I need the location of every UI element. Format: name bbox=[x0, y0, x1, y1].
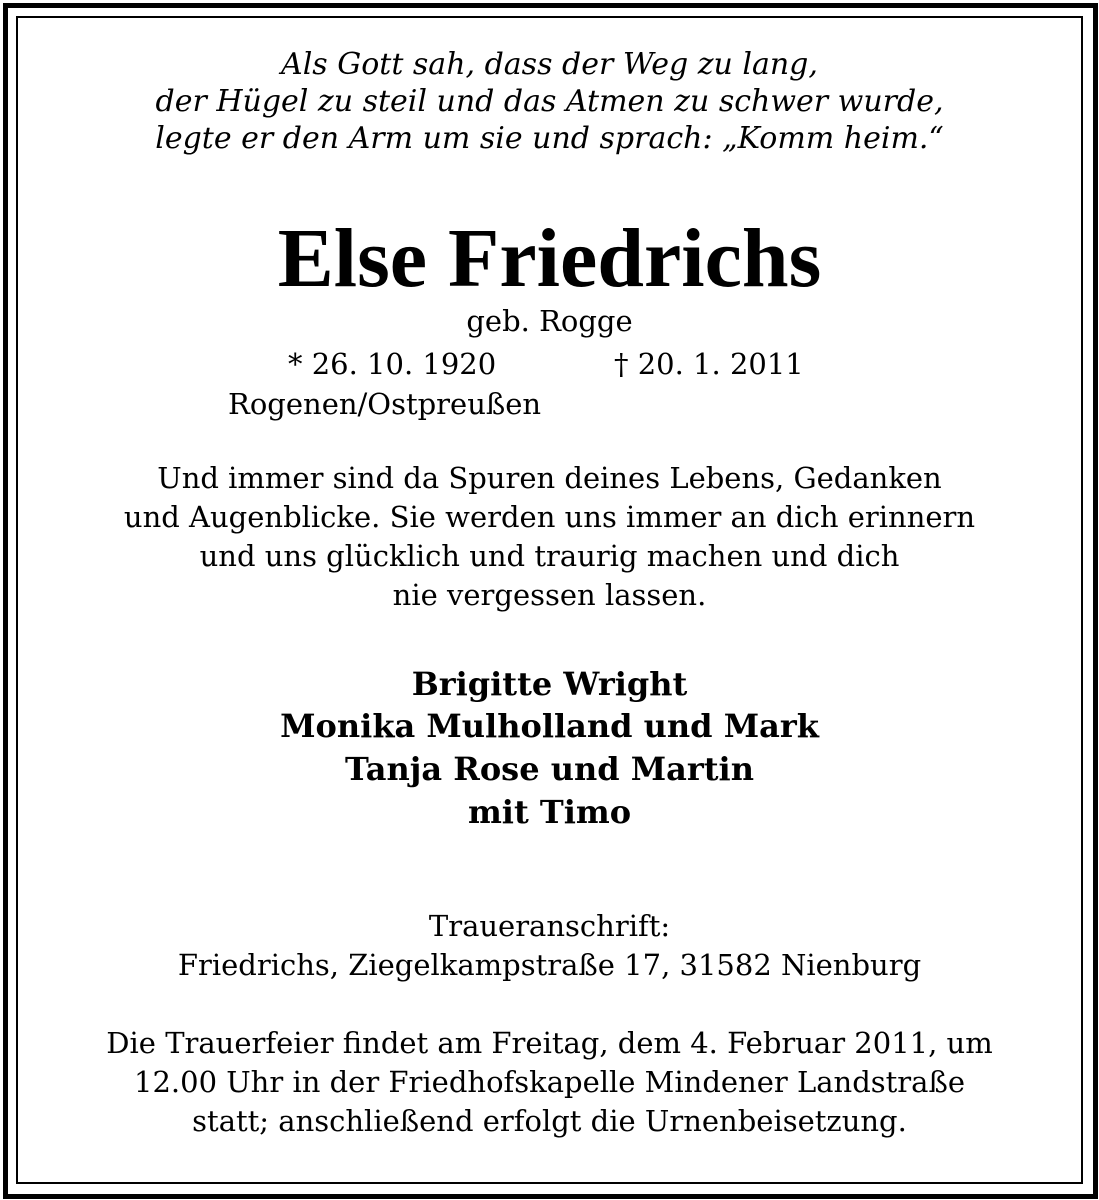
mourner-4: mit Timo bbox=[467, 793, 632, 831]
mourner-1: Brigitte Wright bbox=[411, 665, 688, 703]
service-line-2: 12.00 Uhr in der Friedhofskapelle Mindener Landstraße bbox=[134, 1065, 965, 1099]
mourner-3: Tanja Rose und Martin bbox=[345, 750, 754, 788]
memorial-line-4: nie vergessen lassen. bbox=[392, 578, 707, 612]
memorial-line-2: und Augenblicke. Sie werden uns immer an dich erinnern bbox=[123, 500, 976, 534]
address-line: Friedrichs, Ziegelkampstraße 17, 31582 Nienburg bbox=[177, 948, 922, 982]
memorial-line-1: Und immer sind da Spuren deines Lebens, Gedanken bbox=[157, 461, 942, 495]
verse-line-1: Als Gott sah, dass der Weg zu lang, bbox=[281, 47, 818, 82]
death-date: † 20. 1. 2011 bbox=[614, 347, 804, 381]
service-line-1: Die Trauerfeier findet am Freitag, dem 4. Februar 2011, um bbox=[106, 1026, 993, 1060]
address-label: Traueranschrift: bbox=[428, 909, 671, 943]
birth-date: * 26. 10. 1920 bbox=[288, 347, 497, 381]
verse-line-3: legte er den Arm um sie und sprach: „Komm heim.“ bbox=[155, 121, 944, 156]
maiden-name: geb. Rogge bbox=[466, 304, 633, 338]
mourner-2: Monika Mulholland und Mark bbox=[280, 707, 819, 745]
service-line-3: statt; anschließend erfolgt die Urnenbeisetzung. bbox=[192, 1104, 907, 1138]
verse-line-2: der Hügel zu steil und das Atmen zu schwer wurde, bbox=[155, 84, 944, 119]
memorial-line-3: und uns glücklich und traurig machen und dich bbox=[199, 539, 900, 573]
deceased-name: Else Friedrichs bbox=[277, 212, 822, 305]
birthplace: Rogenen/Ostpreußen bbox=[228, 387, 542, 421]
